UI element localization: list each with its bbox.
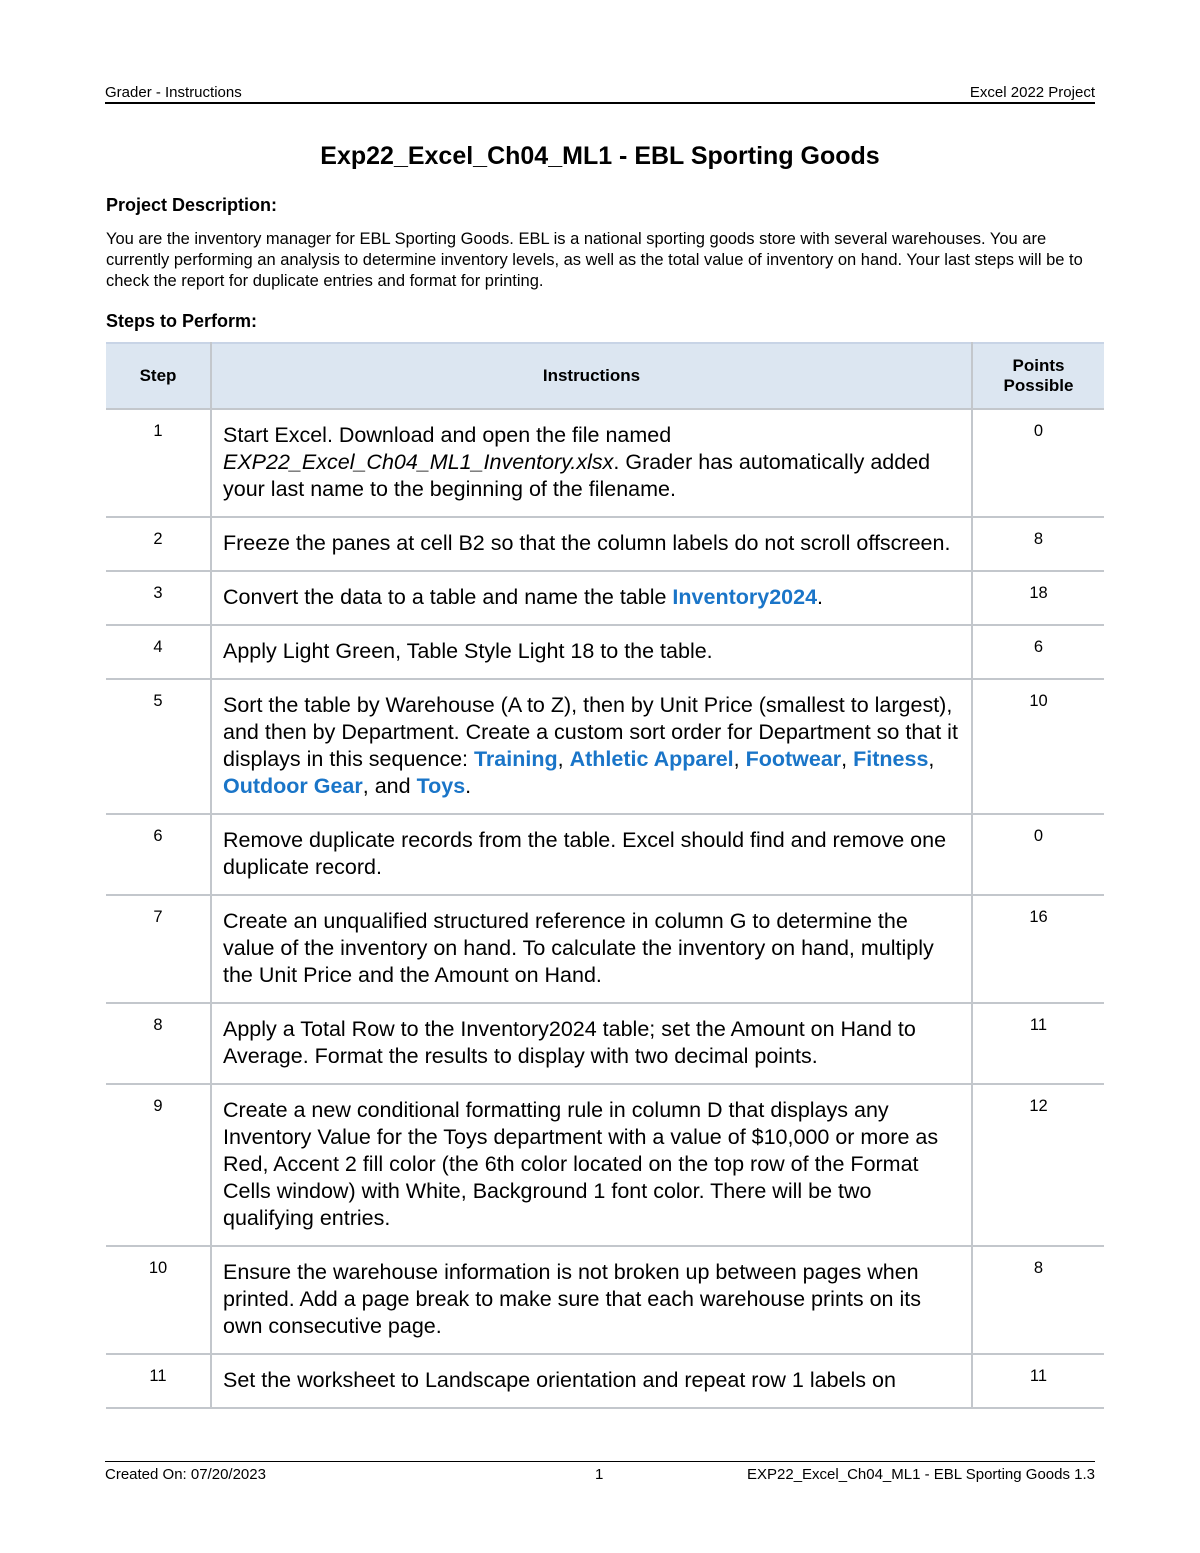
table-row	[106, 1003, 1104, 1084]
column-header-instructions: Instructions	[211, 343, 972, 409]
column-header-points	[972, 343, 1104, 409]
step-instruction	[211, 679, 972, 814]
header-right-text: Excel 2022 Project	[969, 84, 1095, 101]
instruction-text: ,	[733, 747, 746, 771]
instruction-text: Sort the table by Warehouse (A to Z), then by Unit Price (smallest to largest), and then by Department. Create a custom sort order for Department so that it displays in this sequence:	[223, 693, 958, 771]
step-number: 3	[106, 571, 211, 625]
steps-table	[106, 342, 1104, 1409]
step-number: 6	[106, 814, 211, 895]
table-row	[106, 571, 1104, 625]
step-number: 10	[106, 1246, 211, 1354]
project-description-heading: Project Description:	[106, 195, 278, 215]
points-possible: 10	[972, 679, 1104, 814]
instruction-text: Freeze the panes at cell B2 so that the column labels do not scroll offscreen.	[223, 531, 951, 555]
highlighted-term: Outdoor Gear	[223, 774, 363, 798]
table-row	[106, 679, 1104, 814]
filename-text: EXP22_Excel_Ch04_ML1_Inventory.xlsx	[223, 450, 614, 474]
instruction-text: Apply a Total Row to the Inventory2024 table; set the Amount on Hand to Average. Format the results to display with two decimal points.	[223, 1017, 916, 1068]
footer-document-id: EXP22_Excel_Ch04_ML1 - EBL Sporting Goods 1.3	[747, 1466, 1095, 1483]
document-title: Exp22_Excel_Ch04_ML1 - EBL Sporting Goods	[320, 142, 880, 170]
table-row	[106, 625, 1104, 679]
project-description-text: You are the inventory manager for EBL Sporting Goods. EBL is a national sporting goods store with several warehouses. You are currently performing an analysis to determine inventory levels, as well as the total value of inventory on hand. Your last steps will be to check the report for duplicate entries and format for printing.	[106, 230, 1083, 290]
instruction-text: Create an unqualified structured reference in column G to determine the value of the inventory on hand. To calculate the inventory on hand, multiply the Unit Price and the Amount on Hand.	[223, 909, 934, 987]
steps-heading: Steps to Perform:	[106, 311, 258, 331]
instruction-text: Apply Light Green, Table Style Light 18 to the table.	[223, 639, 713, 663]
step-number: 8	[106, 1003, 211, 1084]
instruction-text: ,	[928, 747, 935, 771]
highlighted-term: Footwear	[745, 747, 842, 771]
step-instruction	[211, 1084, 972, 1246]
step-number: 11	[106, 1354, 211, 1408]
instruction-text: Set the worksheet to Landscape orientation and repeat row 1 labels on	[223, 1368, 896, 1392]
header-left-text: Grader - Instructions	[105, 84, 242, 101]
highlighted-term: Toys	[416, 774, 466, 798]
step-instruction	[211, 814, 972, 895]
step-instruction	[211, 571, 972, 625]
instruction-text: Start Excel. Download and open the file named	[223, 423, 672, 447]
table-row	[106, 814, 1104, 895]
page-footer	[105, 1461, 1095, 1482]
instruction-text: Create a new conditional formatting rule in column D that displays any Inventory Value for the Toys department with a value of $10,000 or more as Red, Accent 2 fill color (the 6th color located on the top row of the Format Cells window) with White, Background 1 font color. There will be two qualifying entries.	[223, 1098, 939, 1230]
instruction-text: Ensure the warehouse information is not broken up between pages when printed. Add a page break to make sure that each warehouse prints on its own consecutive page.	[223, 1260, 921, 1338]
step-number: 4	[106, 625, 211, 679]
instruction-text: ,	[557, 747, 570, 771]
highlighted-term: Athletic Apparel	[569, 747, 734, 771]
table-row	[106, 517, 1104, 571]
step-instruction	[211, 625, 972, 679]
footer-created-on: Created On: 07/20/2023	[105, 1466, 266, 1483]
step-number: 2	[106, 517, 211, 571]
points-possible: 16	[972, 895, 1104, 1003]
points-possible: 18	[972, 571, 1104, 625]
step-instruction	[211, 409, 972, 517]
points-possible: 8	[972, 1246, 1104, 1354]
points-possible: 11	[972, 1354, 1104, 1408]
instruction-text: ,	[841, 747, 854, 771]
points-possible: 12	[972, 1084, 1104, 1246]
step-number: 9	[106, 1084, 211, 1246]
instruction-text: Remove duplicate records from the table. Excel should find and remove one duplicate record.	[223, 828, 947, 879]
points-possible: 6	[972, 625, 1104, 679]
column-header-step: Step	[106, 343, 211, 409]
instruction-text: Convert the data to a table and name the table	[223, 585, 673, 609]
step-number: 7	[106, 895, 211, 1003]
step-number: 5	[106, 679, 211, 814]
instruction-text: . Grader has automatically added your last name to the beginning of the filename.	[223, 450, 931, 501]
points-possible: 8	[972, 517, 1104, 571]
instruction-text: .	[465, 774, 472, 798]
table-row	[106, 409, 1104, 517]
step-instruction	[211, 1003, 972, 1084]
step-instruction	[211, 895, 972, 1003]
step-instruction	[211, 1246, 972, 1354]
points-possible: 0	[972, 814, 1104, 895]
steps-table-header-row	[106, 343, 1104, 409]
steps-table-body	[106, 409, 1104, 1408]
column-header-points-label: Points Possible	[1003, 356, 1074, 395]
highlighted-term: Training	[473, 747, 558, 771]
step-instruction	[211, 517, 972, 571]
instruction-text: , and	[362, 774, 417, 798]
step-instruction	[211, 1354, 972, 1408]
points-possible: 11	[972, 1003, 1104, 1084]
table-row	[106, 1084, 1104, 1246]
table-row	[106, 1246, 1104, 1354]
footer-page-number: 1	[595, 1466, 604, 1483]
instruction-text: .	[817, 585, 824, 609]
highlighted-term: Inventory2024	[672, 585, 818, 609]
step-number: 1	[106, 409, 211, 517]
highlighted-term: Fitness	[853, 747, 929, 771]
table-row	[106, 895, 1104, 1003]
page-header	[105, 82, 1095, 104]
table-row	[106, 1354, 1104, 1408]
points-possible: 0	[972, 409, 1104, 517]
